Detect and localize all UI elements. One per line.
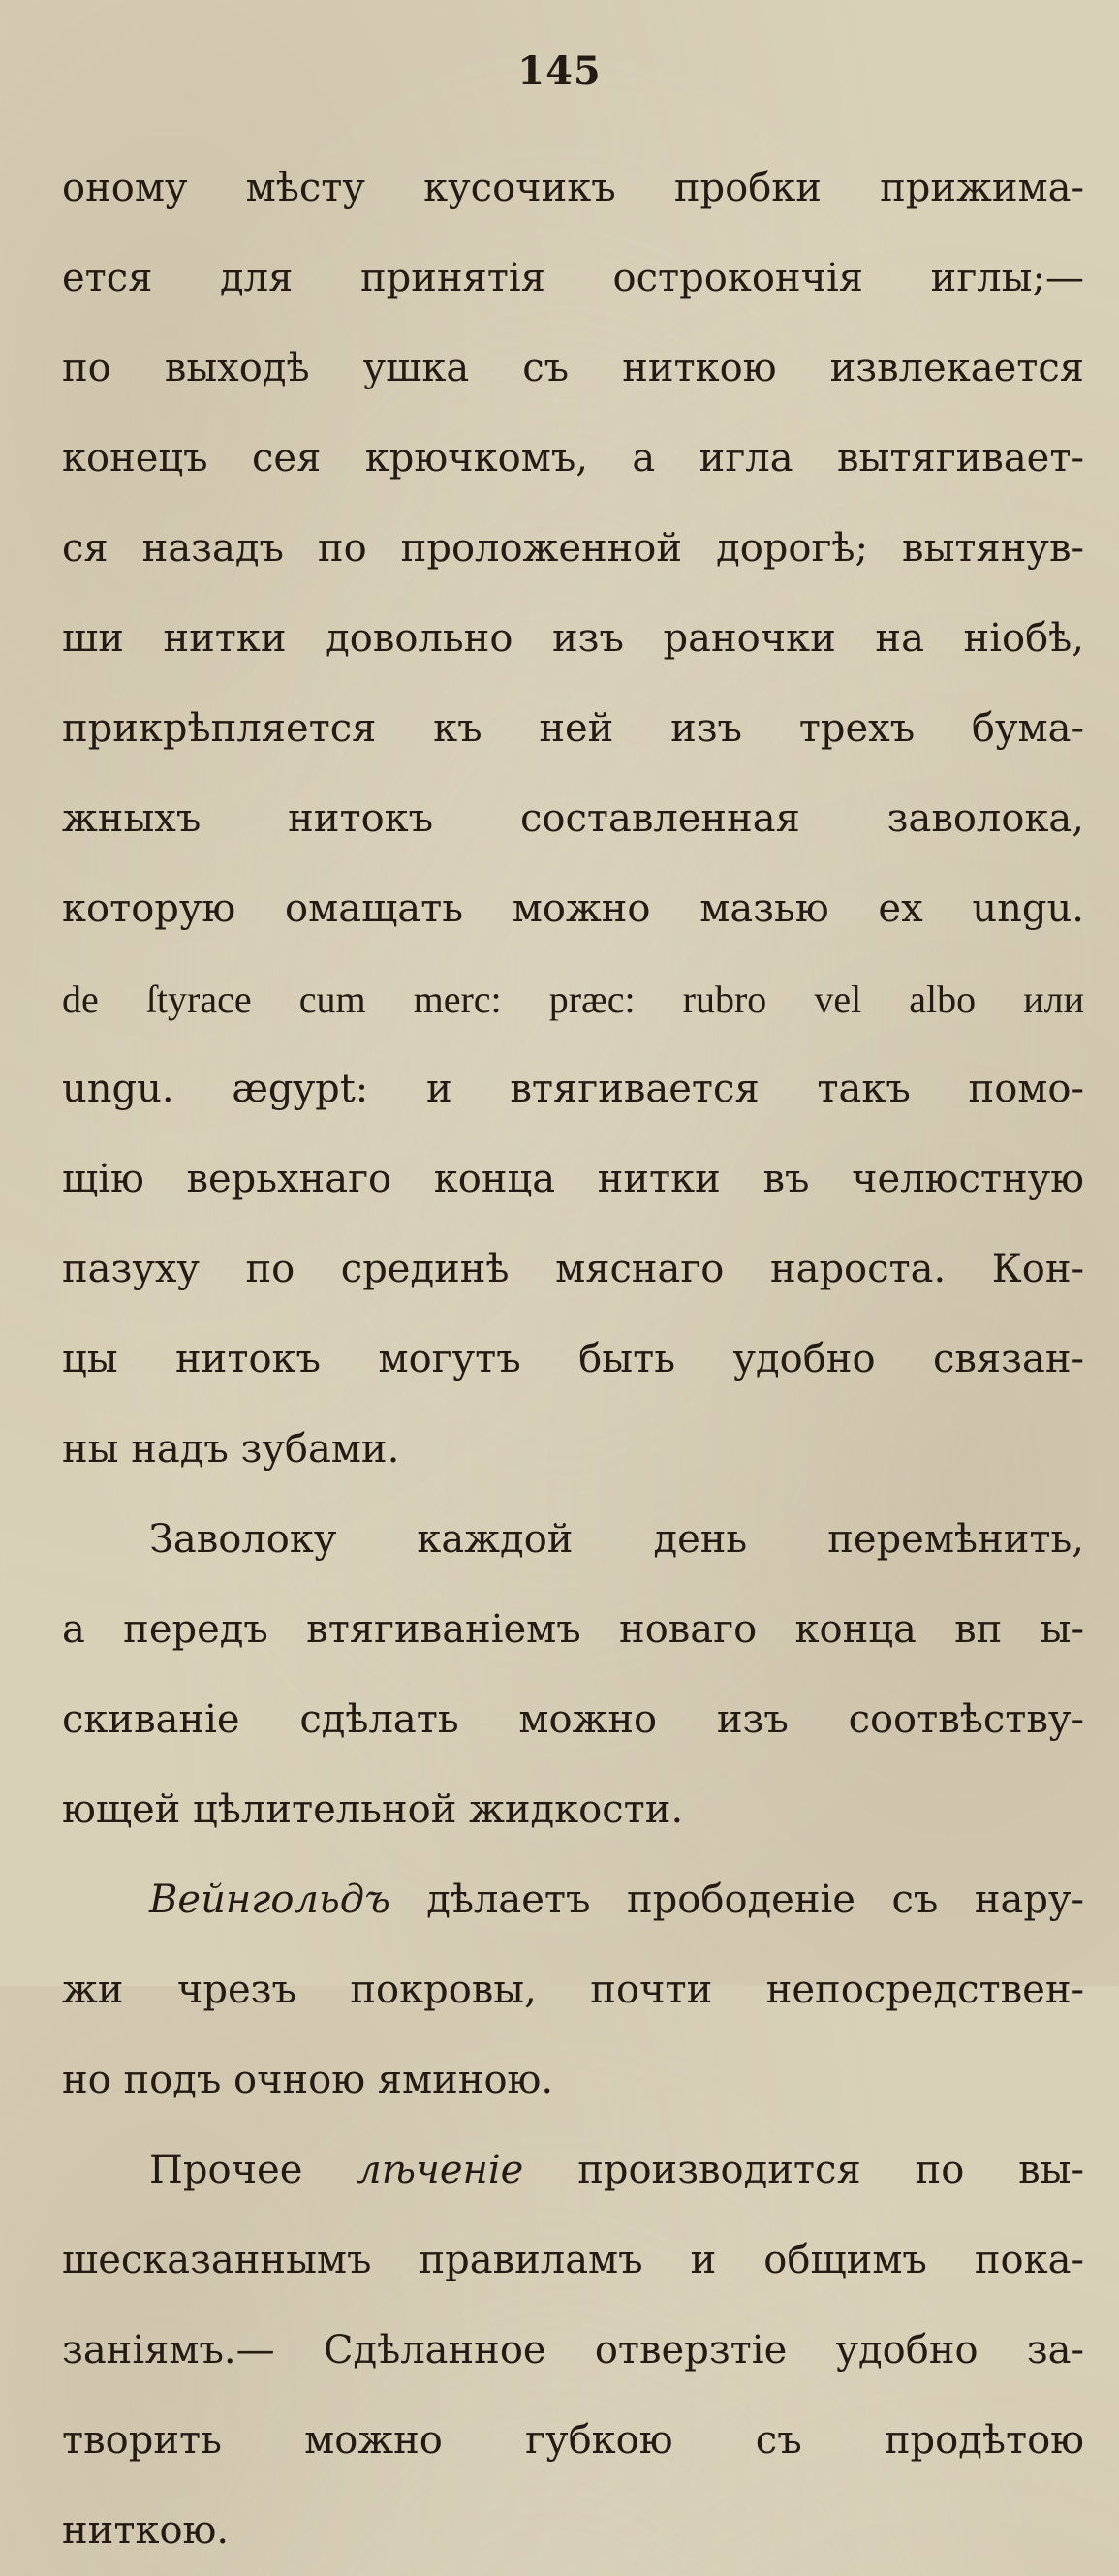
text-run: ниткою.: [62, 2508, 230, 2553]
text-line: которую омащать можно мазью ex ungu.: [62, 886, 1084, 931]
text-line: жныхъ нитокъ составленная заволока,: [62, 796, 1084, 841]
text-line: ungu. ægypt: и втягивается такъ помо-: [62, 1067, 1084, 1111]
paragraph-2: [62, 1495, 1084, 1855]
text-line: [62, 1855, 1084, 1945]
text-run: жи чрезъ покровы, почти непосредствен-: [62, 1968, 1084, 2012]
text-line: [62, 2035, 1084, 2126]
text-run: творить можно губкою съ продѣтою: [62, 2418, 1084, 2463]
text-line: цы нитокъ могутъ быть удобно связан-: [62, 1337, 1084, 1381]
text-line: ющей цѣлительной жидкости.: [62, 1787, 684, 1832]
text-line: [62, 2396, 1084, 2486]
text-line: ся назадъ по проложенной дорогѣ; вытянув-: [62, 526, 1084, 571]
paragraph-3: [62, 1855, 1084, 2126]
text-line: конецъ сея крючкомъ, а игла вытягивает-: [62, 436, 1084, 481]
text-line: пазуху по срединѣ мяснаго нароста. Кон-: [62, 1247, 1084, 1291]
text-run: но подъ очною яминою.: [62, 2058, 554, 2102]
paragraph-1: [62, 143, 1084, 1495]
body-text: [62, 143, 1084, 2576]
text-line: ны надъ зубами.: [62, 1427, 400, 1472]
text-line: de ſtyrace cum merc: præc: rubro vel albo или: [62, 978, 1084, 1021]
text-line: [62, 2216, 1084, 2306]
paragraph-4: [62, 2126, 1084, 2576]
text-line: ется для принятія острокончія иглы;—: [62, 256, 1084, 300]
text-run: шесказаннымъ правиламъ и общимъ пока-: [62, 2238, 1084, 2282]
text-run: дѣлаетъ прободеніе съ нару-: [389, 1878, 1084, 1922]
text-line: скиваніе сдѣлать можно изъ соотвѣству-: [62, 1697, 1084, 1742]
text-line: по выходѣ ушка съ ниткою извлекается: [62, 346, 1084, 390]
text-line: [62, 2486, 1084, 2576]
text-run: заніямъ.— Сдѣланное отверзтіе удобно за-: [62, 2328, 1084, 2373]
text-line: [62, 2306, 1084, 2396]
text-line: а передъ втягиваніемъ новаго конца вп ы-: [62, 1607, 1084, 1652]
italic-text: лѣченіе: [357, 2148, 524, 2192]
text-run: Прочее: [149, 2148, 357, 2192]
text-line: щію верьхнаго конца нитки въ челюстную: [62, 1157, 1084, 1201]
text-line: ши нитки довольно изъ раночки на нiобѣ,: [62, 616, 1084, 661]
text-run: производится по вы-: [523, 2148, 1084, 2192]
italic-text: Вейнгольдъ: [149, 1878, 390, 1922]
text-line: [62, 2126, 1084, 2216]
text-line: оному мѣсту кусочикъ пробки прижима-: [62, 166, 1084, 210]
text-line: прикрѣпляется къ ней изъ трехъ бума-: [62, 706, 1084, 751]
text-line: [62, 1945, 1084, 2035]
text-line: Заволоку каждой день перемѣнить,: [149, 1517, 1084, 1562]
page-number: 145: [517, 48, 602, 94]
